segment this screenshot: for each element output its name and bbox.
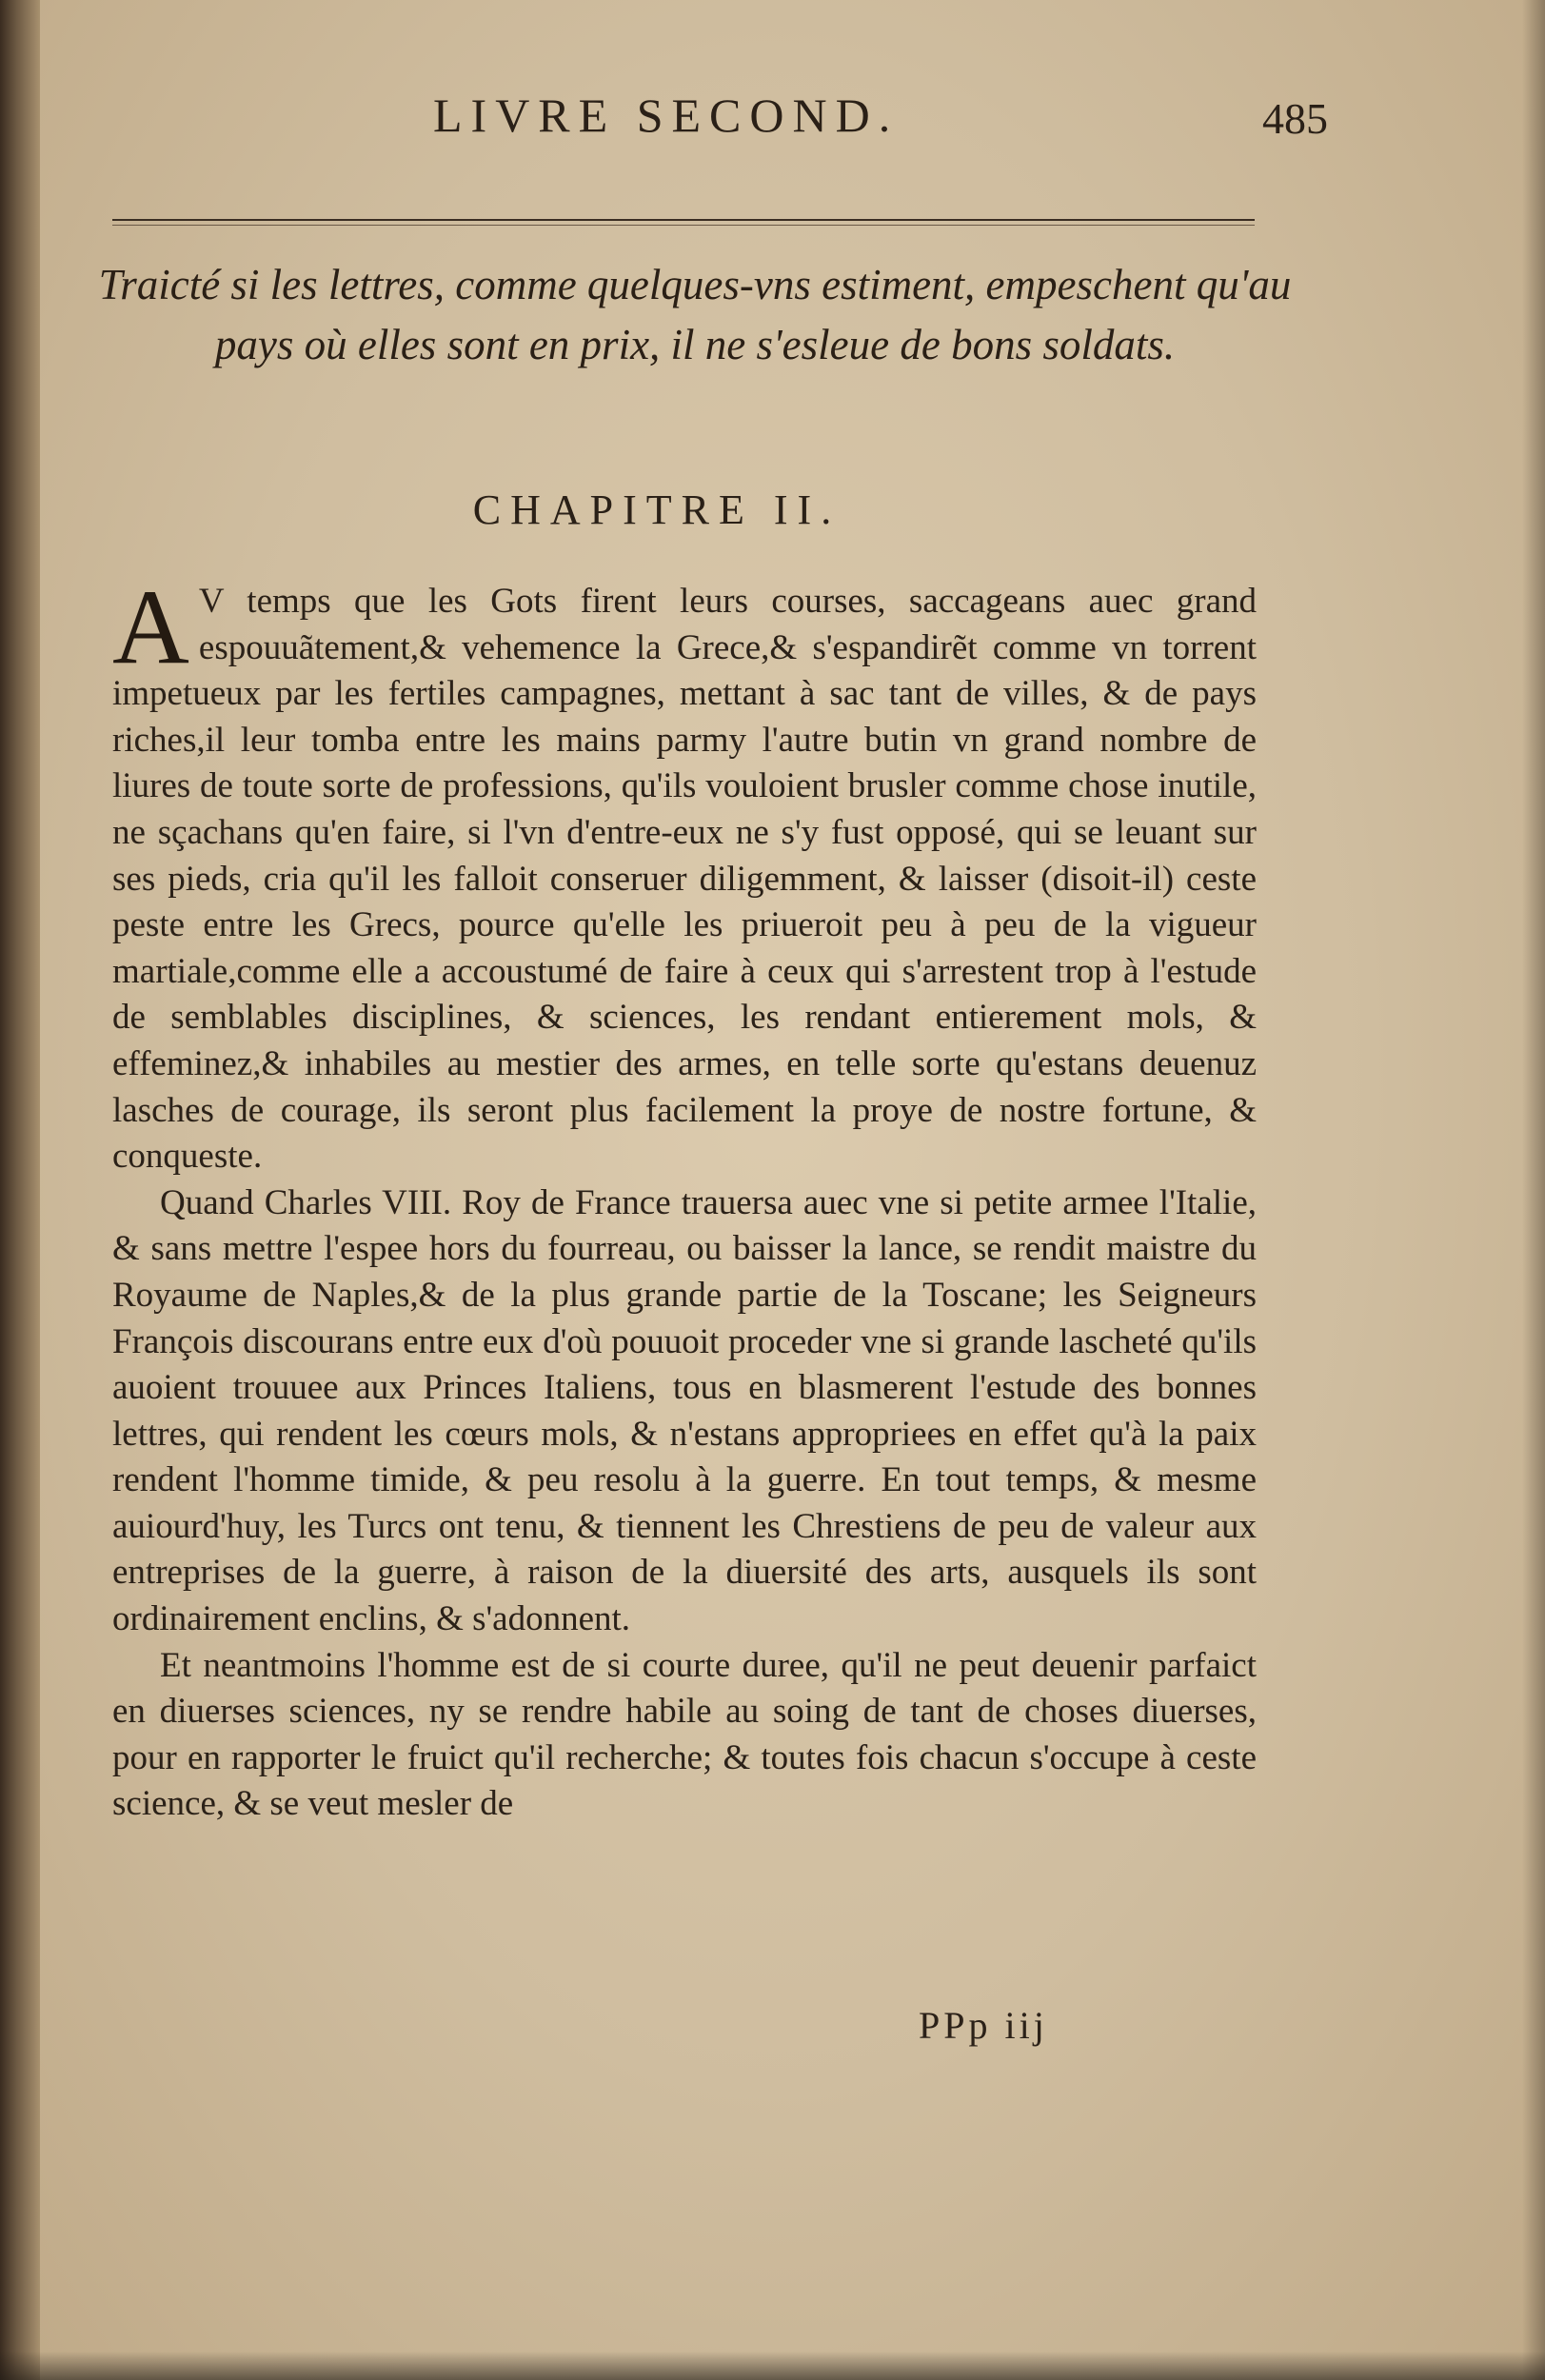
paragraph-text: V temps que les Gots firent leurs courses, saccageans auec grand espouuãtement,& vehemence la Grece,& s'espandirẽt comme vn torrent impetueux par les fertiles campagnes, mettant à sac tant de villes, & de pays riches,il leur tomba entre les mains parmy l'autre butin vn grand nombre de liures de toute sorte de professions, qu'ils vouloient brusler comme chose inutile, ne sçachans qu'en faire, si l'vn d'entre-eux ne s'y fust opposé, qui se leuant sur ses pieds, cria qu'il les falloit conseruer diligemment, & laisser (disoit-il) ceste peste entre les Grecs, pource qu'elle les priueroit peu à peu de la vigueur martiale,comme elle a accoustumé de faire à ceux qui s'arrestent trop à l'estude de semblables disciplines, & sciences, les rendant entierement mols, & effeminez,& inhabiles au mestier des armes, en telle sorte qu'estans deuenuz lasches de courage, ils seront plus facilement la proye de nostre fortune, & conqueste. bbox=[112, 582, 1257, 1177]
chapter-title: CHAPITRE II. bbox=[472, 486, 842, 533]
header-rule-thin bbox=[112, 225, 1255, 226]
running-title: LIVRE SECOND. bbox=[433, 89, 900, 142]
chapter-heading: Traicté si les lettres, comme quelques-vns estiment, empeschent qu'au pays où elles sont en prix, il ne s'esleue de bons soldats. bbox=[98, 261, 1292, 368]
paragraph: Quand Charles VIII. Roy de France trauersa auec vne si petite armee l'Italie, & sans mettre l'espee hors du fourreau, ou baisser la lance, se rendit maistre du Royaume de Naples,& de la plus grande partie de la Toscane; les Seigneurs François discourans entre eux d'où pouuoit proceder vne si grande lascheté qu'ils auoient trouuee aux Princes Italiens, tous en blasmerent l'estude des bonnes lettres, qui rendent les cœurs mols, & n'estans appropriees en effet qu'à la paix rendent l'homme timide, & peu resolu à la guerre. En tout temps, & mesme auiourd'huy, les Turcs ont tenu, & tiennent les Chrestiens de peu de valeur aux entreprises de la guerre, à raison de la diuersité des arts, ausquels ils sont ordinairement enclins, & s'adonnent. bbox=[112, 1182, 1257, 1639]
page-edge-shadow bbox=[1522, 0, 1545, 2380]
header-rule bbox=[112, 219, 1255, 221]
page-header bbox=[433, 88, 1328, 145]
paragraph: Et neantmoins l'homme est de si courte duree, qu'il ne peut deuenir parfaict en diuerses sciences, ny se rendre habile au soing de tant de choses diuerses, pour en rapporter le fruict qu'il recherche; & toutes fois chacun s'occupe à ceste science, & se veut mesler de bbox=[112, 1645, 1257, 1824]
page-spine-shadow bbox=[0, 0, 40, 2380]
body-text bbox=[112, 568, 1257, 1828]
paragraph bbox=[112, 568, 1257, 1180]
bottom-shadow bbox=[0, 2351, 1545, 2380]
drop-cap: A bbox=[112, 568, 189, 686]
page-number: 485 bbox=[1262, 94, 1328, 143]
signature-mark: PPp iij bbox=[919, 2004, 1048, 2047]
